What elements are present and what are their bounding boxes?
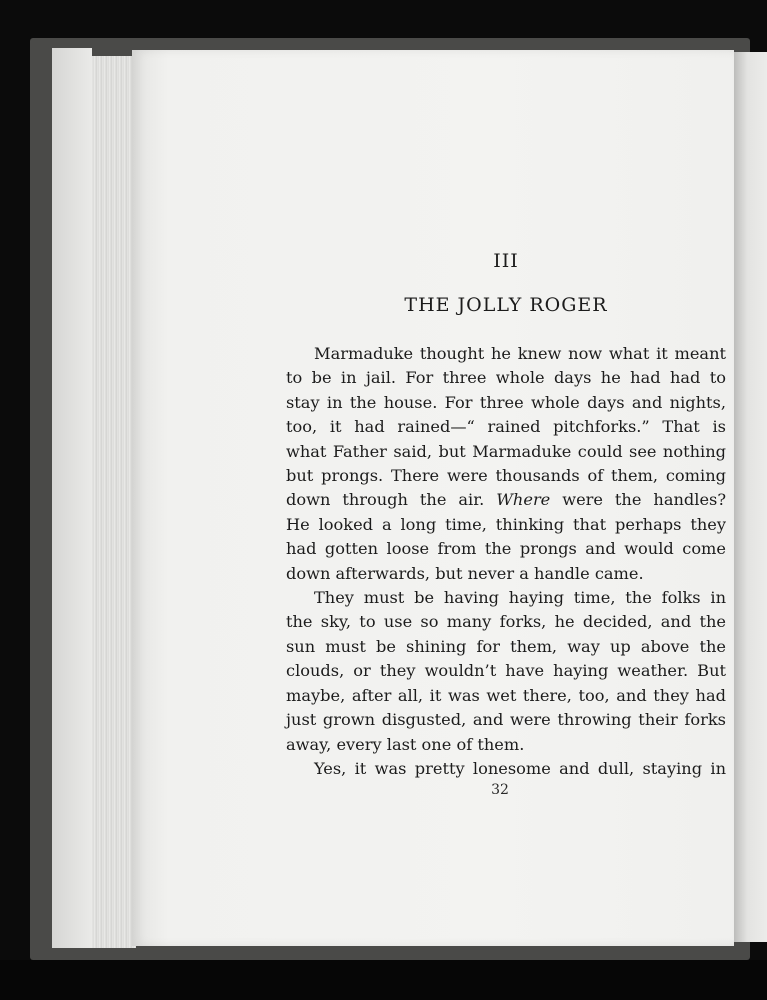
text-line: Marmaduke thought he knew now what it meant — [314, 344, 726, 363]
text-line: sun must be shining for them, way up above the — [286, 636, 726, 656]
text-line: had gotten loose from the prongs and would come — [286, 539, 726, 559]
text-line: stay in the house. For three whole days and nights, — [286, 392, 726, 412]
chapter-number: III — [493, 250, 519, 272]
paragraph-1 — [286, 342, 726, 586]
text-line: He looked a long time, thinking that perhaps they — [286, 514, 726, 534]
page-content — [286, 240, 726, 781]
paragraph-3 — [286, 757, 726, 781]
facing-page-edge — [734, 52, 767, 942]
text-line: Yes, it was pretty lonesome and dull, staying in — [314, 758, 726, 778]
text-line: too, it had rained—“ rained pitchforks.” That is — [286, 417, 726, 437]
text-line: down afterwards, but never a handle came. — [286, 563, 644, 583]
chapter-title: THE JOLLY ROGER — [404, 294, 608, 316]
page-number: 32 — [491, 782, 509, 798]
text-line: but prongs. There were thousands of them, coming — [286, 466, 726, 486]
text-line: maybe, after all, it was wet there, too, and they had — [286, 685, 726, 705]
emphasis-word: Where — [496, 490, 551, 510]
text-line: to be in jail. For three whole days he had had to — [286, 368, 726, 388]
text-line: clouds, or they wouldn’t have haying weather. But — [286, 661, 726, 681]
text-line: what Father said, but Marmaduke could see nothing — [286, 441, 726, 461]
page-stack-inner — [52, 48, 92, 948]
text-line-emphasis: down through the air. Where were the handles? — [286, 490, 727, 510]
scan-background — [0, 960, 767, 1000]
paragraph-2 — [286, 586, 726, 757]
text-line: away, every last one of them. — [286, 734, 525, 754]
text-line: They must be having haying time, the folks in — [314, 588, 726, 608]
text-line: the sky, to use so many forks, he decided, and the — [286, 612, 726, 632]
page-stack-edge — [88, 56, 136, 948]
text-line: just grown disgusted, and were throwing their forks — [286, 710, 726, 730]
